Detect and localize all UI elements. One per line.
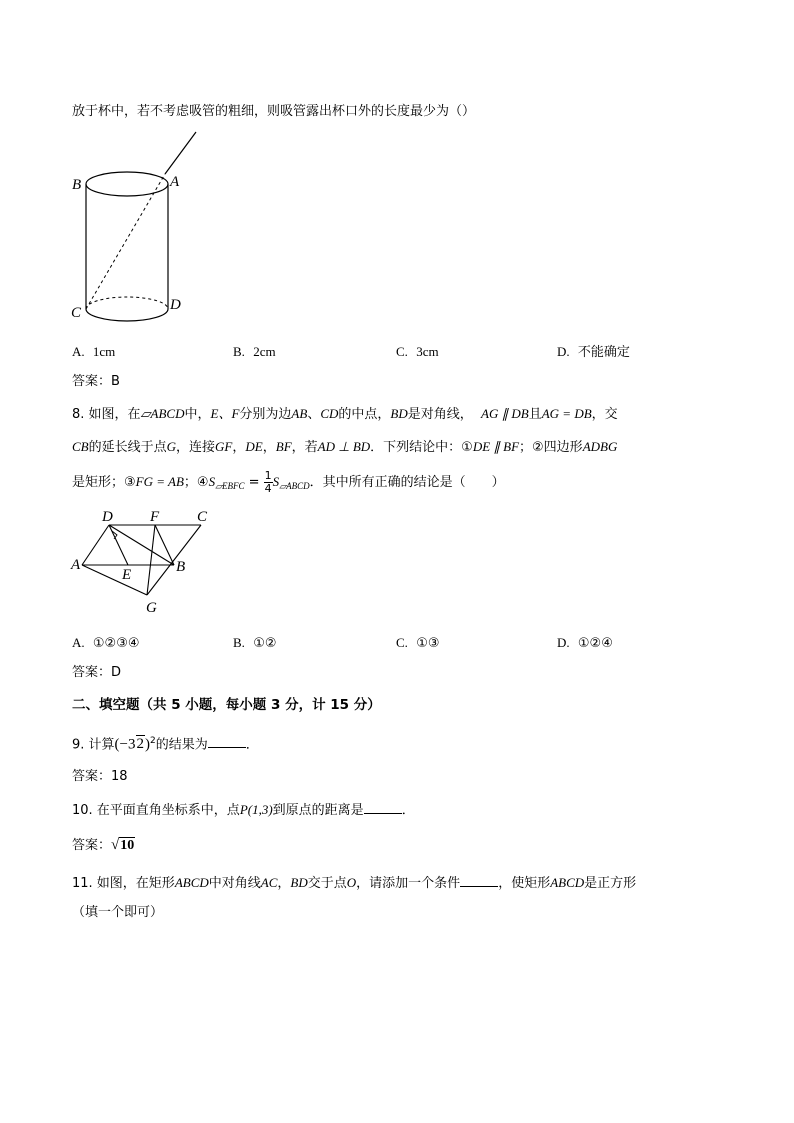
q9-answer: 答案：18 (72, 769, 128, 784)
label-C: C (71, 305, 82, 321)
q7-option-d[interactable]: D. 不能确定 (557, 344, 630, 360)
seg-FG (147, 525, 155, 595)
q7-option-c[interactable]: C. 3cm (396, 344, 439, 359)
label-D: D (102, 509, 113, 525)
q8-answer: 答案：D (72, 665, 122, 680)
label-G: G (146, 600, 157, 616)
q8-option-d[interactable]: D. ①②④ (557, 635, 613, 651)
straw-inside (86, 174, 165, 309)
q7-option-b[interactable]: B. 2cm (233, 344, 276, 359)
parallelogram-figure (66, 508, 226, 620)
q7-option-a[interactable]: A. 1cm (72, 344, 116, 359)
q8-option-a[interactable]: A. ①②③④ (72, 635, 140, 651)
q8-line3: 是矩形；③FG = AB；$④S_{▱EBFC}$ = $\frac{1}{4}$ $S_{▱ABCD}$．其中所有正确的结论是（ ） (72, 469, 505, 495)
q9-blank[interactable] (208, 735, 246, 748)
cylinder-figure (66, 128, 206, 328)
cylinder-bottom-back (86, 297, 168, 309)
label-C: C (197, 509, 208, 525)
q11-blank[interactable] (460, 874, 498, 887)
edge-CG (147, 525, 201, 595)
label-D: D (170, 297, 181, 313)
q8-line1: 8. 如图，在▱ABCD中，E、F分别为边AB、CD的中点，BD是对角线， AG ∥ DB且AG = DB，交 (72, 406, 618, 422)
q8-line2: CB的延长线于点G，连接GF，DE，BF，若AD ⊥ BD．下列结论中：①DE ∥ BF；②四边形ADBG (72, 439, 618, 455)
label-B: B (72, 177, 82, 193)
q7-answer: 答案：B (72, 374, 120, 389)
q10-answer: 答案：√10 (72, 837, 135, 853)
cylinder-bottom-front (86, 309, 168, 321)
q11-stem-line2: （填一个即可） (72, 905, 164, 920)
q9-stem: 9. 计算$(-32)^2$的结果为 ． (72, 736, 259, 753)
q11-stem: 11. 如图，在矩形ABCD中对角线AC，BD交于点O，请添加一个条件 ，使矩形ABCD是正方形 (72, 875, 637, 891)
q8-option-b[interactable]: B. ①② (233, 635, 277, 651)
q8-option-c[interactable]: C. ①③ (396, 635, 440, 651)
q10-blank[interactable] (364, 801, 402, 814)
label-E: E (122, 567, 132, 583)
fraction-one-quarter: $\frac{1}{4}$ (264, 469, 272, 495)
q9-radical: 2 (136, 736, 145, 753)
label-A: A (170, 174, 180, 190)
q7-stem: 放于杯中，若不考虑吸管的粗细，则吸管露出杯口外的长度最少为（） (72, 104, 476, 119)
label-A: A (71, 557, 81, 573)
section-heading: 二、填空题（共 5 小题，每小题 3 分，计 15 分） (72, 697, 381, 713)
straw-outside (165, 132, 196, 174)
label-B: B (176, 559, 186, 575)
edge-AG (82, 565, 147, 595)
q10-stem: 10. 在平面直角坐标系中，点P(1,3)到原点的距离是 ． (72, 802, 415, 818)
edge-AD (82, 525, 109, 565)
cylinder-top (86, 172, 168, 196)
label-F: F (150, 509, 160, 525)
